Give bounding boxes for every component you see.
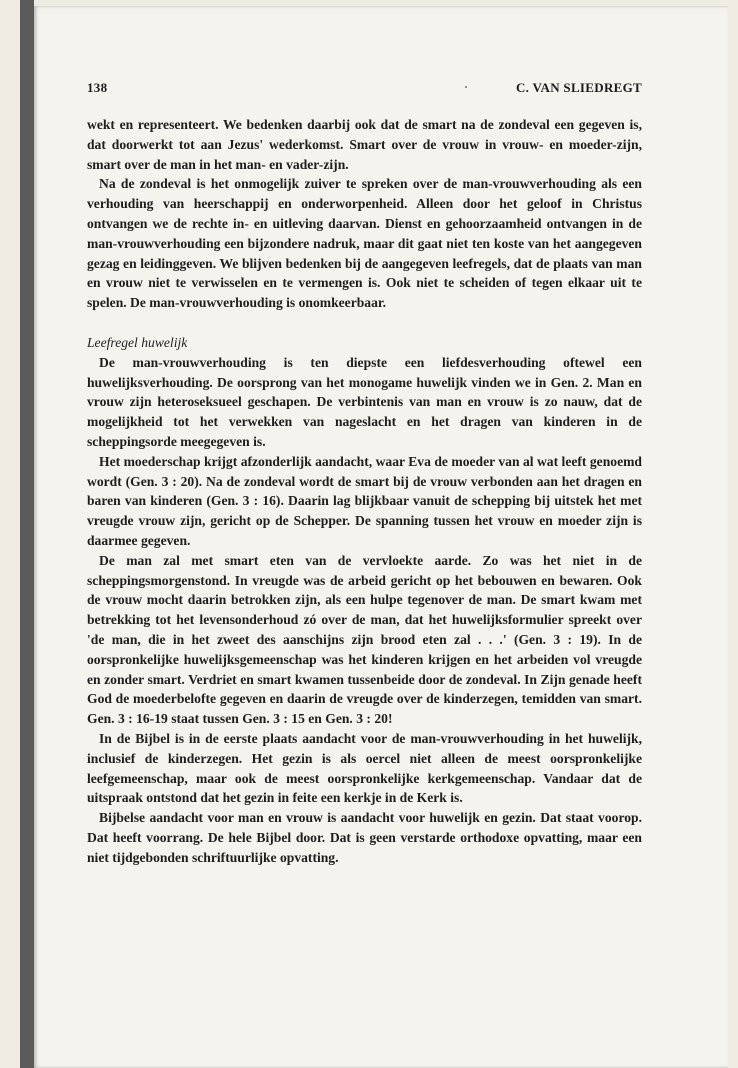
paragraph-1: wekt en representeert. We bedenken daarbij ook dat de smart na de zondeval een gegeven is, dat doorwerkt tot aan Jezus' wederkomst. Smart over de vrouw in vrouw- en moeder-zijn, smart over de man in het man- en vader-zijn. xyxy=(87,117,642,172)
paragraph-2: Na de zondeval is het onmogelijk zuiver te spreken over de man-vrouwverhouding als een verhouding van heerschappij en onderworpenheid. Alleen door het geloof in Christus ontvangen we de rechte in- en uitleving daarvan. Dienst en gehoorzaamheid ontvangen in de man-vrouwverhouding een bijzondere nadruk, maar dit gaat niet ten koste van het aangegeven gezag en leidinggeven. We blijven bedenken bij de aangegeven leefregels, dat de plaats van man en vrouw niet te verwisselen en te vermengen is. Ook niet te scheiden of tegen elkaar uit te spelen. De man-vrouwverhouding is onomkeerbaar. xyxy=(87,176,642,311)
paragraph-6: In de Bijbel is in de eerste plaats aandacht voor de man-vrouwverhouding in het huwelijk, inclusief de kinderzegen. Het gezin is als oercel niet alleen de meest oorspronkelijke leefgemeenschap, maar ook de meest oorspronkelijke kerkgemeenschap. Vandaar dat de uitspraak ontstond dat het gezin in feite een kerkje in de Kerk is. xyxy=(87,730,642,806)
section-heading: Leefregel huwelijk xyxy=(87,334,188,350)
running-header xyxy=(87,80,642,96)
paragraph-4: Het moederschap krijgt afzonderlijk aandacht, waar Eva de moeder van al wat leeft genoemd wordt (Gen. 3 : 20). Na de zondeval wordt de smart bij de vrouw verbonden aan het dragen en baren van kinderen (Gen. 3 : 16). Daarin lag blijkbaar vanuit de schepping bij uitstek het met vreugde vrouw zijn, gericht op de Schepper. De spanning tussen het vrouw en moeder zijn is daarmee gegeven. xyxy=(87,453,642,548)
paragraph-3: De man-vrouwverhouding is ten diepste een liefdesverhouding oftewel een huwelijksverhouding. De oorsprong van het monogame huwelijk vinden we in Gen. 2. Man en vrouw zijn heteroseksueel geschapen. De verbintenis van man en vrouw is zo nauw, dat de mogelijkheid tot het verwekken van nageslacht en het dragen van kinderen in de scheppingsorde meegegeven is. xyxy=(87,354,642,449)
binding-shadow xyxy=(20,0,34,1068)
body-text xyxy=(87,115,642,867)
running-head-author: C. VAN SLIEDREGT xyxy=(515,80,642,95)
page-number: 138 xyxy=(87,80,108,95)
paragraph-5: De man zal met smart eten van de vervloekte aarde. Zo was het niet in de scheppingsmorgenstond. In vreugde was de arbeid gericht op het bebouwen en bewaren. Ook de vrouw mocht daarin betrokken zijn, als een hulpe tegenover de man. De smart kwam met betrekking tot het levensonderhoud zó over de man, dat het huwelijksformulier spreekt over 'de man, die in het zweet des aanschijns zijn brood eten zal . . .' (Gen. 3 : 19). In de oorspronkelijke huwelijksgemeenschap was het kinderen krijgen en het arbeiden vol vreugde en zonder smart. Verdriet en smart kwamen tussenbeide door de zondeval. In Zijn genade heeft God de moederbelofte gegeven en daarin de vreugde over de kinderzegen, temidden van smart. Gen. 3 : 16-19 staat tussen Gen. 3 : 15 en Gen. 3 : 20! xyxy=(87,552,642,727)
paragraph-7: Bijbelse aandacht voor man en vrouw is aandacht voor huwelijk en gezin. Dat staat voorop. Dat heeft voorrang. De hele Bijbel door. Dat is geen verstarde orthodoxe opvatting, maar een niet tijdgebonden schriftuurlijke opvatting. xyxy=(87,810,642,865)
